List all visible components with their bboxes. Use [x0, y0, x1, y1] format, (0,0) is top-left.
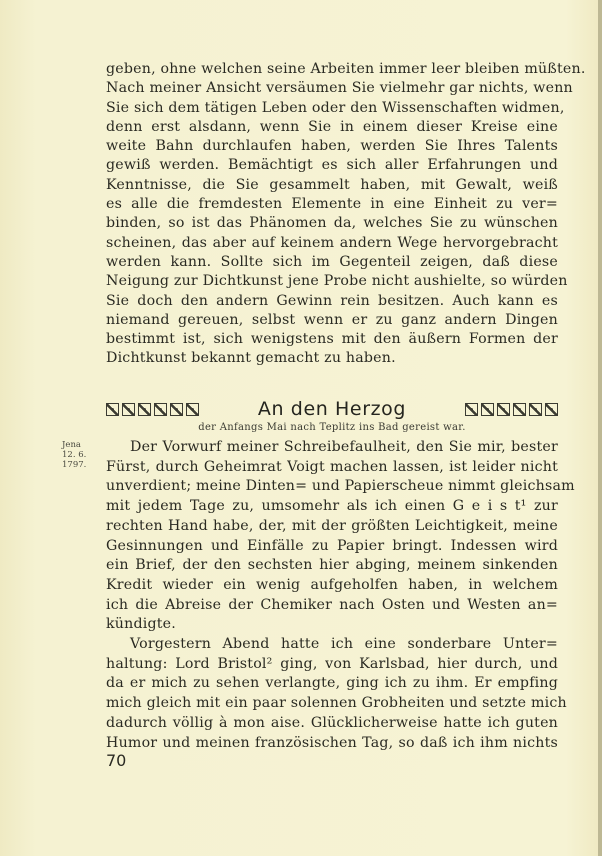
text-line: geben, ohne welchen seine Arbeiten immer leer bleiben müßten. [106, 61, 586, 77]
letter-paragraph [106, 635, 567, 753]
text-line: Vorgestern Abend hatte ich eine sonderbare Unter= [130, 636, 558, 653]
margin-year: 1797. [62, 460, 87, 470]
text-line: dadurch völlig à mon aise. Glücklicherweise hatte ich guten [106, 714, 558, 731]
text-line: Kredit wieder ein wenig aufgeholfen haben, in welchem [106, 576, 558, 593]
letter-paragraph [106, 438, 575, 635]
text-line: ein Brief, der den sechsten hier abging, meinem sinkenden [106, 557, 558, 574]
section-subline: der Anfangs Mai nach Teplitz ins Bad gereist war. [198, 422, 466, 433]
letter-body [106, 438, 575, 753]
text-line: mich gleich mit ein paar solennen Grobheiten und setzte mich [106, 695, 567, 712]
text-line: denn erst alsdann, wenn Sie in einem dieser Kreise eine [106, 118, 558, 135]
ornament-tile-icon [513, 403, 526, 416]
text-line: gewiß werden. Bemächtigt es sich aller Erfahrungen und [106, 157, 558, 174]
text-line: ich die Abreise der Chemiker nach Osten und Westen an= [106, 596, 558, 613]
ornament-tile-icon [545, 403, 558, 416]
text-line: rechten Hand habe, der, mit der größten Leichtigkeit, meine [106, 517, 558, 534]
text-line: Kenntnisse, die Sie gesammelt haben, mit Gewalt, weiß [106, 176, 558, 193]
ornament-tile-icon [154, 403, 167, 416]
text-line: da er mich zu sehen verlangte, ging ich zu ihm. Er empfing [106, 675, 558, 692]
ornament-tile-icon [497, 403, 510, 416]
ornament-tile-icon [465, 403, 478, 416]
margin-place: Jena [62, 440, 81, 450]
ornament-tile-icon [138, 403, 151, 416]
text-line: werden kann. Sollte sich im Gegenteil zeigen, daß diese [106, 253, 558, 270]
margin-date: 12. 6. [62, 450, 87, 460]
ornament-tile-icon [186, 403, 199, 416]
ornament-tile-icon [481, 403, 494, 416]
top-paragraph [106, 60, 586, 369]
page-number: 70 [106, 751, 127, 770]
ornament-tile-icon [170, 403, 183, 416]
ornament-tile-icon [529, 403, 542, 416]
text-line: bestimmt ist, sich wenigstens mit den äußern Formen der [106, 331, 558, 348]
page-edge [598, 0, 602, 856]
text-line: es alle die fremdesten Elemente in eine Einheit zu ver= [106, 196, 558, 213]
text-line: haltung: Lord Bristol² ging, von Karlsbad, hier durch, und [106, 655, 558, 672]
text-line: niemand gereuen, selbst wenn er zu ganz andern Dingen [106, 311, 558, 328]
section-heading: An den Herzog [257, 398, 407, 420]
text-line: scheinen, das aber auf keinem andern Wege hervorgebracht [106, 234, 558, 251]
text-line: Neigung zur Dichtkunst jene Probe nicht aushielte, so würden [106, 273, 568, 290]
text-line: Fürst, durch Geheimrat Voigt machen lassen, ist leider nicht [106, 458, 558, 475]
text-line: Humor und meinen französischen Tag, so daß ich ihm nichts [106, 734, 558, 751]
text-line: mit jedem Tage zu, umsomehr als ich einen G e i s t¹ zur [106, 498, 558, 515]
ornament-left [106, 403, 199, 416]
ornament-right [465, 403, 558, 416]
ornament-tile-icon [122, 403, 135, 416]
ornament-tile-icon [106, 403, 119, 416]
text-line: Der Vorwurf meiner Schreibefaulheit, den Sie mir, bester [130, 439, 558, 455]
text-line: Sie doch den andern Gewinn rein besitzen. Auch kann es [106, 292, 558, 309]
text-line: kündigte. [106, 616, 176, 633]
text-line: weite Bahn durchlaufen haben, werden Sie Ihres Talents [106, 138, 558, 155]
text-line: Nach meiner Ansicht versäumen Sie vielmehr gar nichts, wenn [106, 80, 573, 97]
text-line: unverdient; meine Dinten= und Papierscheue nimmt gleichsam [106, 478, 575, 495]
text-line: Sie sich dem tätigen Leben oder den Wissenschaften widmen, [106, 99, 565, 116]
section-header [106, 398, 558, 420]
text-line: Gesinnungen und Einfälle zu Papier bringt. Indessen wird [106, 537, 558, 554]
margin-date-note [62, 440, 98, 470]
text-line: Dichtkunst bekannt gemacht zu haben. [106, 350, 396, 367]
text-line: binden, so ist das Phänomen da, welches Sie zu wünschen [106, 215, 558, 232]
